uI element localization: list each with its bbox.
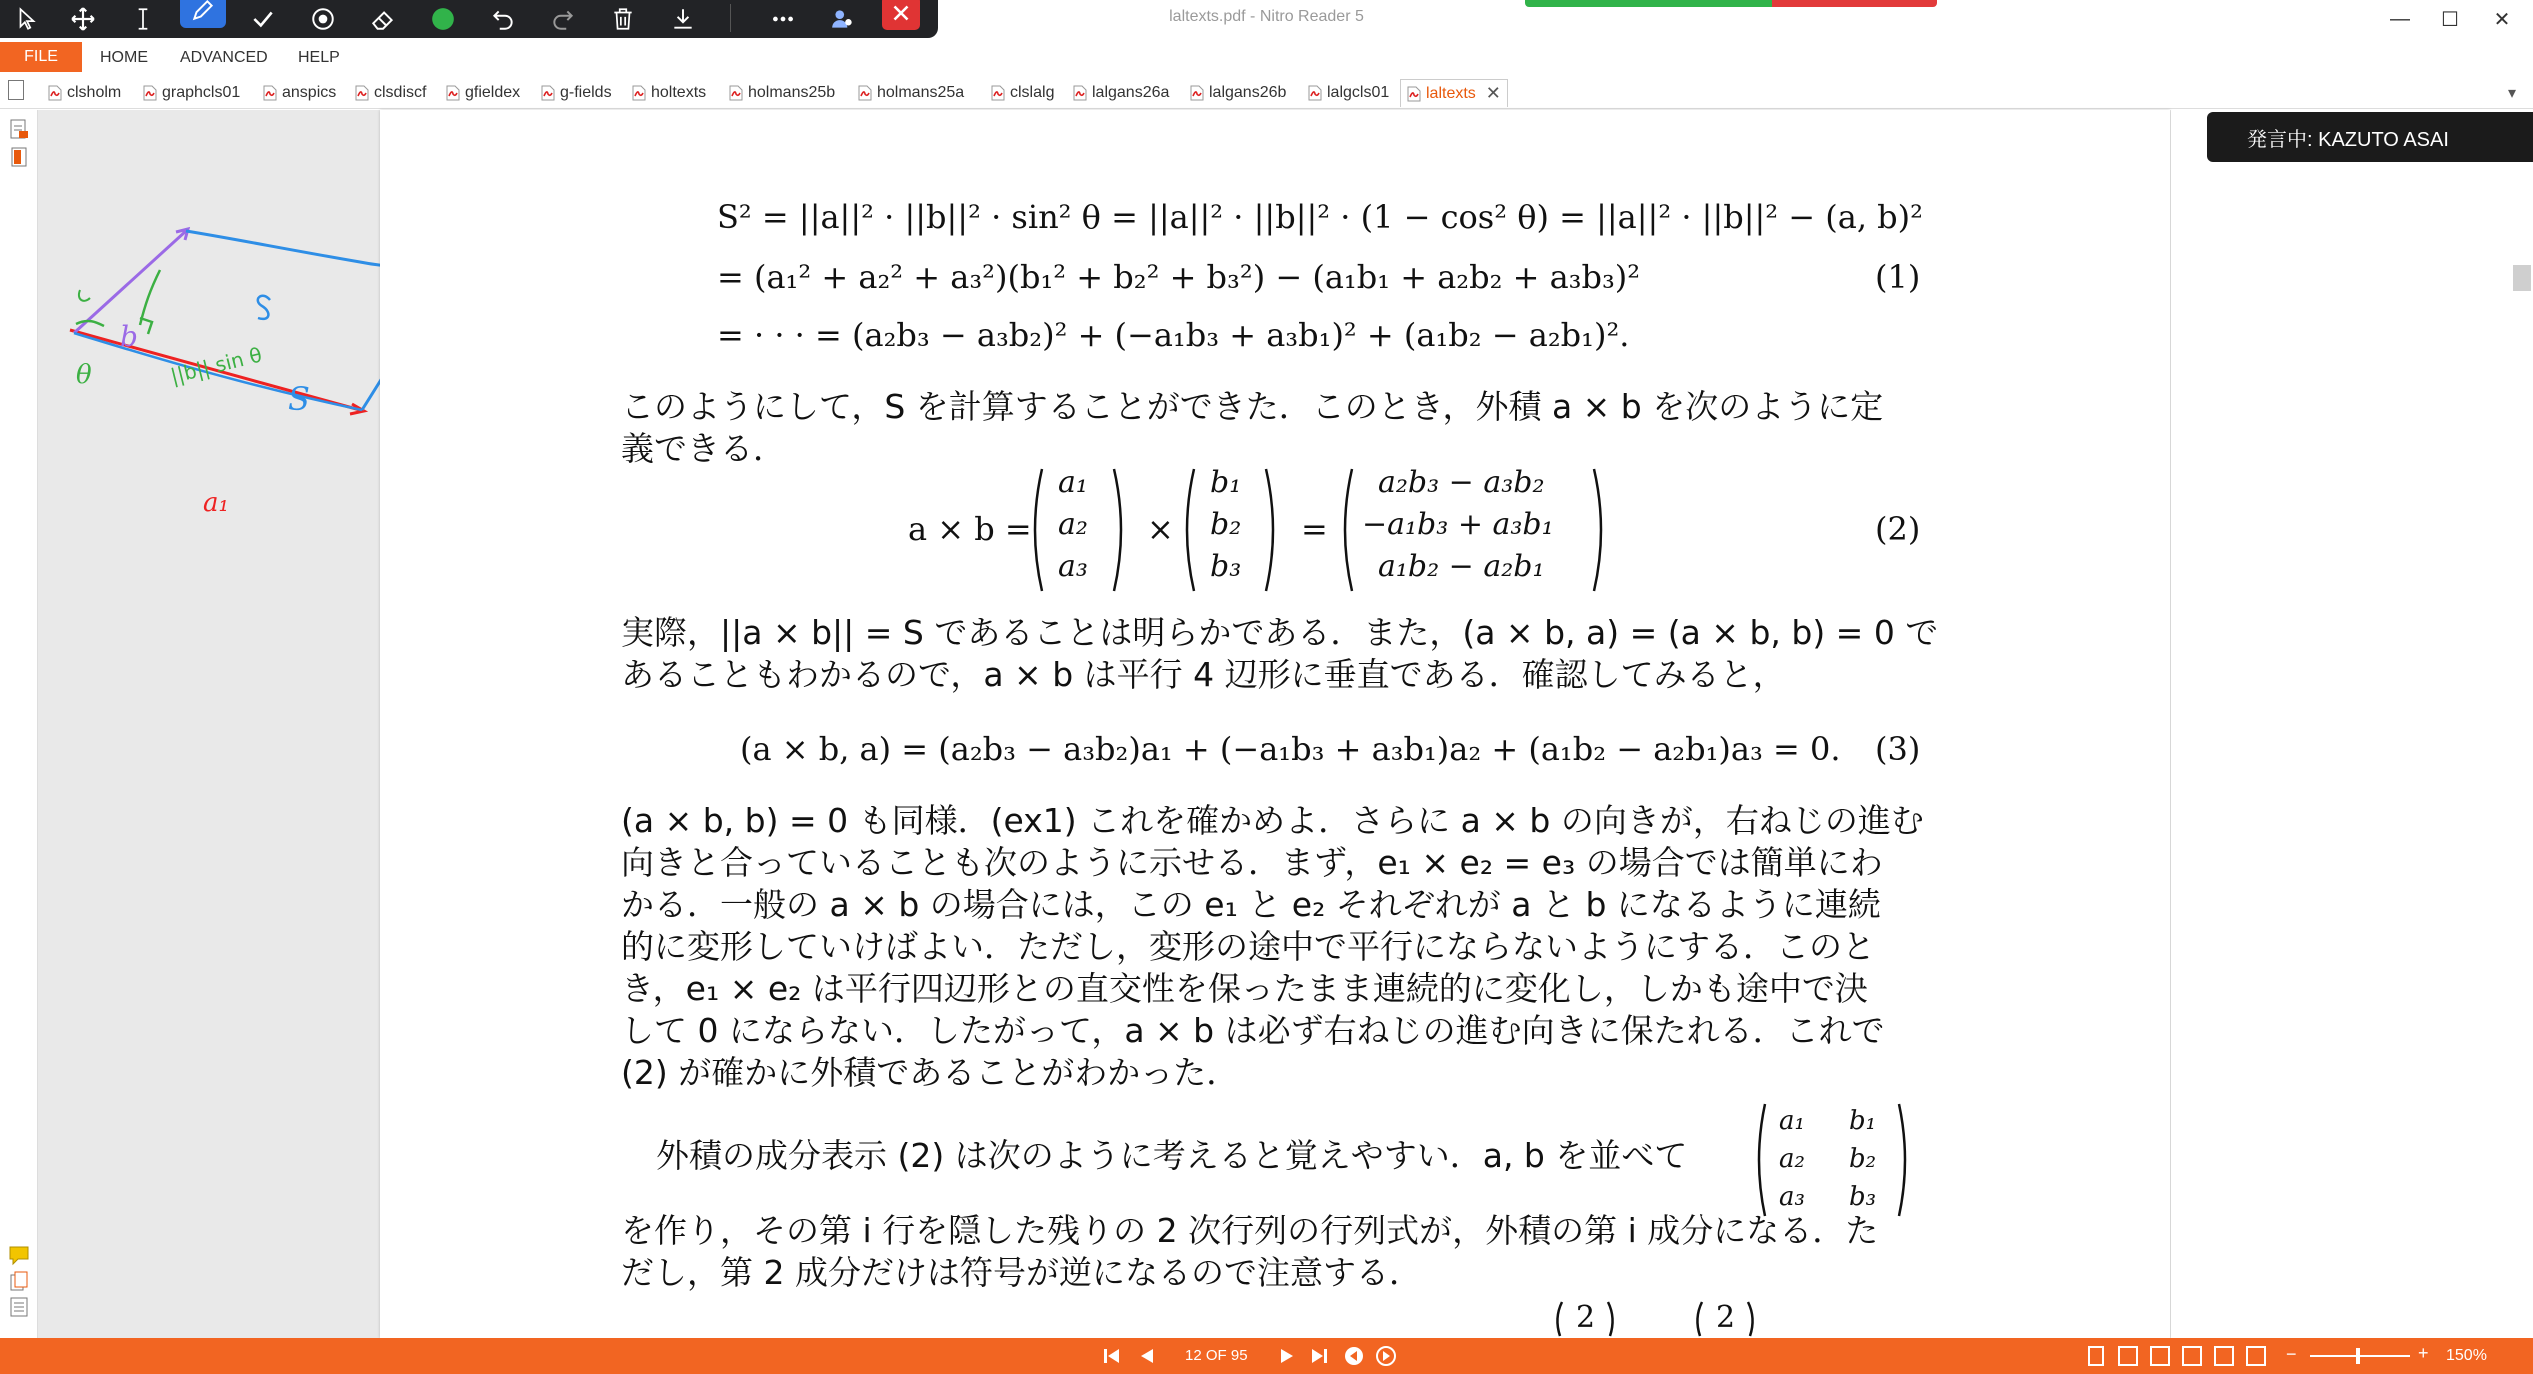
menu-file[interactable]: FILE — [0, 42, 82, 72]
pdf-icon — [729, 85, 743, 101]
fit-page-icon[interactable] — [2246, 1346, 2266, 1366]
paragraph-4-line-1: 外積の成分表示 (2) は次のように考えると覚えやすい．a, b を並べて — [656, 1136, 1688, 1175]
download-icon[interactable] — [660, 0, 706, 38]
paragraph-4-line-2: を作り，その第 i 行を隠した残りの 2 次行列の行列式が，外積の第 i 成分になる．た — [621, 1211, 1879, 1250]
text-cursor-icon[interactable] — [120, 0, 166, 38]
cut-matrix-right — [1690, 1298, 1760, 1338]
close-window-button[interactable]: ✕ — [2493, 8, 2511, 31]
cross-component-2: −a₁b₃ + a₃b₁ — [1362, 507, 1554, 542]
sketch-label-s: S — [288, 380, 310, 418]
equation-3-number: (3) — [1875, 730, 1921, 768]
target-icon[interactable] — [300, 0, 346, 38]
zoom-in-button[interactable]: + — [2418, 1343, 2429, 1363]
tab-clslalg[interactable] — [991, 79, 1054, 107]
left-panel-rail — [0, 110, 38, 1338]
users-icon[interactable] — [820, 0, 866, 38]
paragraph-3-line-3: かる．一般の a × b の場合には，この e₁ と e₂ それぞれが a と b になるように連続 — [621, 885, 1881, 924]
comments-panel-icon[interactable] — [8, 1244, 30, 1266]
meeting-status-bar — [1525, 0, 1937, 7]
pdf-icon — [143, 85, 157, 101]
sketch-label-theta: θ — [76, 360, 92, 390]
paragraph-3-line-1: (a × b, b) = 0 も同様．(ex1) これを確かめよ．さらに a × b の向きが，右ねじの進む — [621, 801, 1924, 840]
tab-label: anspics — [282, 84, 337, 101]
paragraph-3-line-7: (2) が確かに外積であることがわかった． — [621, 1053, 1240, 1092]
facing-continuous-view-icon[interactable] — [2182, 1346, 2202, 1366]
cross-component-3: a₁b₂ − a₂b₁ — [1378, 549, 1545, 584]
pdf-icon — [858, 85, 872, 101]
continuous-view-icon[interactable] — [2118, 1346, 2138, 1366]
paragraph-1-line-2: 義できる． — [621, 429, 786, 468]
pdf-icon — [1073, 85, 1087, 101]
document-view — [38, 110, 2533, 1338]
eraser-icon[interactable] — [360, 0, 406, 38]
tab-label: holmans25b — [748, 84, 836, 101]
tab-label: laltexts — [1426, 84, 1476, 102]
output-panel-icon[interactable] — [8, 1296, 30, 1318]
tab-label: clslalg — [1010, 84, 1055, 101]
attachments-panel-icon[interactable] — [8, 1270, 30, 1292]
tab-close-icon[interactable]: ✕ — [1485, 83, 1501, 103]
cut-matrix-left — [1550, 1298, 1620, 1338]
equation-1-line-2: = (a₁² + a₂² + a₃²)(b₁² + b₂² + b₃²) − (a₁b₁ + a₂b₂ + a₃b₃)² — [717, 258, 1641, 296]
redo-icon[interactable] — [540, 0, 586, 38]
color-dot-icon[interactable] — [420, 0, 466, 38]
equation-1-line-3: = · · · = (a₂b₃ − a₃b₂)² + (−a₁b₃ + a₃b₁)² + (a₁b₂ − a₂b₁)². — [717, 316, 1630, 354]
back-view-icon[interactable] — [1342, 1345, 1366, 1367]
fit-width-icon[interactable] — [2214, 1346, 2234, 1366]
signature-panel-icon[interactable] — [8, 118, 30, 140]
paragraph-4-line-3: だし，第 2 成分だけは符号が逆になるので注意する． — [621, 1253, 1422, 1292]
tab-dropdown-button[interactable]: ▾ — [2508, 85, 2517, 102]
status-bar — [0, 1338, 2533, 1374]
tab-lalgans26a[interactable] — [1073, 79, 1169, 107]
equation-1-line-1: S² = ||a||² · ||b||² · sin² θ = ||a||² · ||b||² · (1 − cos² θ) = ||a||² · ||b||² − (a, b)² — [717, 198, 1923, 236]
minimize-button[interactable]: — — [2390, 7, 2410, 30]
close-icon[interactable] — [882, 0, 920, 30]
matrix-b3: b₃ — [1849, 1182, 1877, 1212]
tab-label: lalgcls01 — [1327, 84, 1390, 101]
pdf-page — [380, 110, 2170, 1338]
tab-label: clsholm — [67, 84, 122, 101]
equation-2-lhs: a × b = — [908, 510, 1032, 548]
maximize-button[interactable]: ☐ — [2441, 8, 2459, 31]
pdf-icon — [632, 85, 646, 101]
paragraph-2-line-1: 実際，||a × b|| = S であることは明らかである．また，(a × b, a) = (a × b, b) = 0 で — [621, 613, 1939, 652]
check-icon[interactable] — [240, 0, 286, 38]
tab-laltexts[interactable] — [1400, 79, 1508, 107]
tab-label: lalgans26b — [1209, 84, 1287, 101]
next-page-icon[interactable] — [1275, 1345, 1299, 1367]
more-icon[interactable] — [760, 0, 806, 38]
pdf-icon — [1407, 86, 1421, 102]
cross-product-vector — [1338, 465, 1608, 595]
select-icon[interactable] — [4, 0, 50, 38]
menu-bar — [0, 42, 2533, 72]
component-matrix — [1753, 1100, 1913, 1220]
bookmark-panel-icon[interactable] — [8, 146, 30, 168]
pdf-icon — [991, 85, 1005, 101]
tab-g-fields[interactable] — [541, 79, 612, 107]
sketch-label-b: b — [120, 320, 138, 353]
vector-a — [1028, 465, 1128, 595]
facing-view-icon[interactable] — [2150, 1346, 2170, 1366]
pdf-icon — [541, 85, 555, 101]
last-page-icon[interactable] — [1307, 1345, 1331, 1367]
window-title: laltexts.pdf - Nitro Reader 5 — [1169, 8, 1364, 25]
pdf-icon — [355, 85, 369, 101]
annotation-toolbar — [0, 0, 938, 38]
paragraph-3-line-6: して 0 にならない．したがって，a × b は必ず右ねじの進む向きに保たれる．これで — [621, 1011, 1885, 1050]
menu-advanced[interactable]: ADVANCED — [180, 49, 268, 66]
tab-graphcls01[interactable] — [143, 79, 240, 107]
cut-matrix-right-value: 2 — [1716, 1300, 1736, 1335]
matrix-a1: a₁ — [1779, 1106, 1805, 1136]
vector-b — [1180, 465, 1280, 595]
equation-2-number: (2) — [1875, 510, 1921, 548]
right-panel — [2171, 110, 2533, 1338]
matrix-b2: b₂ — [1849, 1144, 1877, 1174]
cross-component-1: a₂b₃ − a₃b₂ — [1378, 465, 1545, 500]
zoom-level[interactable]: 150% — [2446, 1347, 2487, 1364]
menu-help[interactable]: HELP — [298, 49, 340, 66]
tab-label: g-fields — [560, 84, 612, 101]
paragraph-1-line-1: このようにして，S を計算することができた．このとき，外積 a × b を次のように定 — [621, 387, 1884, 426]
pdf-icon — [263, 85, 277, 101]
tab-holtexts[interactable] — [632, 79, 706, 107]
zoom-slider[interactable] — [2310, 1355, 2410, 1357]
paragraph-2-line-2: あることもわかるので，a × b は平行 4 辺形に垂直である．確認してみると， — [621, 655, 1786, 694]
vector-a-3: a₃ — [1058, 549, 1088, 584]
pdf-icon — [1308, 85, 1322, 101]
move-icon[interactable] — [60, 0, 106, 38]
matrix-a3: a₃ — [1779, 1182, 1805, 1212]
tab-label: clsdiscf — [374, 84, 427, 101]
matrix-a2: a₂ — [1779, 1144, 1805, 1174]
paragraph-3-line-4: 的に変形していけばよい．ただし，変形の途中で平行にならないようにする．このと — [621, 927, 1875, 966]
trash-icon[interactable] — [600, 0, 646, 38]
vector-a-1: a₁ — [1058, 465, 1088, 500]
paragraph-3-line-2: 向きと合っていることも次のように示せる．まず，e₁ × e₂ = e₃ の場合では簡単にわ — [621, 843, 1883, 882]
zoom-out-button[interactable]: − — [2286, 1344, 2297, 1364]
cross-symbol: × — [1147, 510, 1174, 548]
tab-lalgcls01[interactable] — [1308, 79, 1389, 107]
pdf-icon — [1190, 85, 1204, 101]
matrix-b1: b₁ — [1849, 1106, 1877, 1136]
equation-1-number: (1) — [1875, 258, 1921, 296]
equation-3: (a × b, a) = (a₂b₃ − a₃b₂)a₁ + (−a₁b₃ + a₃b₁)a₂ + (a₁b₂ − a₂b₁)a₃ = 0. — [740, 730, 1841, 768]
vertical-scrollbar-thumb[interactable] — [2513, 265, 2531, 291]
tab-label: gfieldex — [465, 84, 521, 101]
tab-clsdiscf[interactable] — [355, 79, 426, 107]
paragraph-3-line-5: き，e₁ × e₂ は平行四辺形との直交性を保ったまま連続的に変化し，しかも途中で決 — [621, 969, 1868, 1008]
single-page-view-icon[interactable] — [2088, 1346, 2104, 1366]
tab-gfieldex[interactable] — [446, 79, 520, 107]
first-page-icon[interactable] — [1100, 1345, 1124, 1367]
tab-label: lalgans26a — [1092, 84, 1170, 101]
previous-page-icon[interactable] — [1135, 1345, 1159, 1367]
sketch-label-a: a₁ — [203, 488, 229, 518]
undo-icon[interactable] — [480, 0, 526, 38]
vector-b-2: b₂ — [1210, 507, 1242, 542]
zoom-slider-thumb[interactable] — [2356, 1348, 2360, 1364]
vector-a-2: a₂ — [1058, 507, 1088, 542]
tab-anspics[interactable] — [263, 79, 336, 107]
tab-label: holmans25a — [877, 84, 965, 101]
tab-label: holtexts — [651, 84, 707, 101]
forward-view-icon[interactable] — [1374, 1345, 1398, 1367]
pdf-icon — [446, 85, 460, 101]
sketch-label-height: ||b|| sin θ — [168, 342, 265, 389]
vector-b-1: b₁ — [1210, 465, 1242, 500]
page-indicator[interactable]: 12 OF 95 — [1185, 1347, 1248, 1364]
cut-matrix-left-value: 2 — [1576, 1300, 1596, 1335]
pdf-icon — [48, 85, 62, 101]
pen-icon[interactable] — [180, 0, 226, 28]
document-tabs — [0, 73, 2533, 109]
tab-holmans25b[interactable] — [729, 79, 835, 107]
tab-label: graphcls01 — [162, 84, 241, 101]
tab-lalgans26b[interactable] — [1190, 79, 1286, 107]
tab-holmans25a[interactable] — [858, 79, 964, 107]
speaking-indicator: 発言中: KAZUTO ASAI — [2207, 112, 2533, 162]
menu-home[interactable]: HOME — [100, 49, 148, 66]
vector-b-3: b₃ — [1210, 549, 1242, 584]
tab-clsholm[interactable] — [48, 79, 121, 107]
pages-icon[interactable] — [8, 80, 24, 100]
equals-symbol: = — [1301, 510, 1328, 548]
